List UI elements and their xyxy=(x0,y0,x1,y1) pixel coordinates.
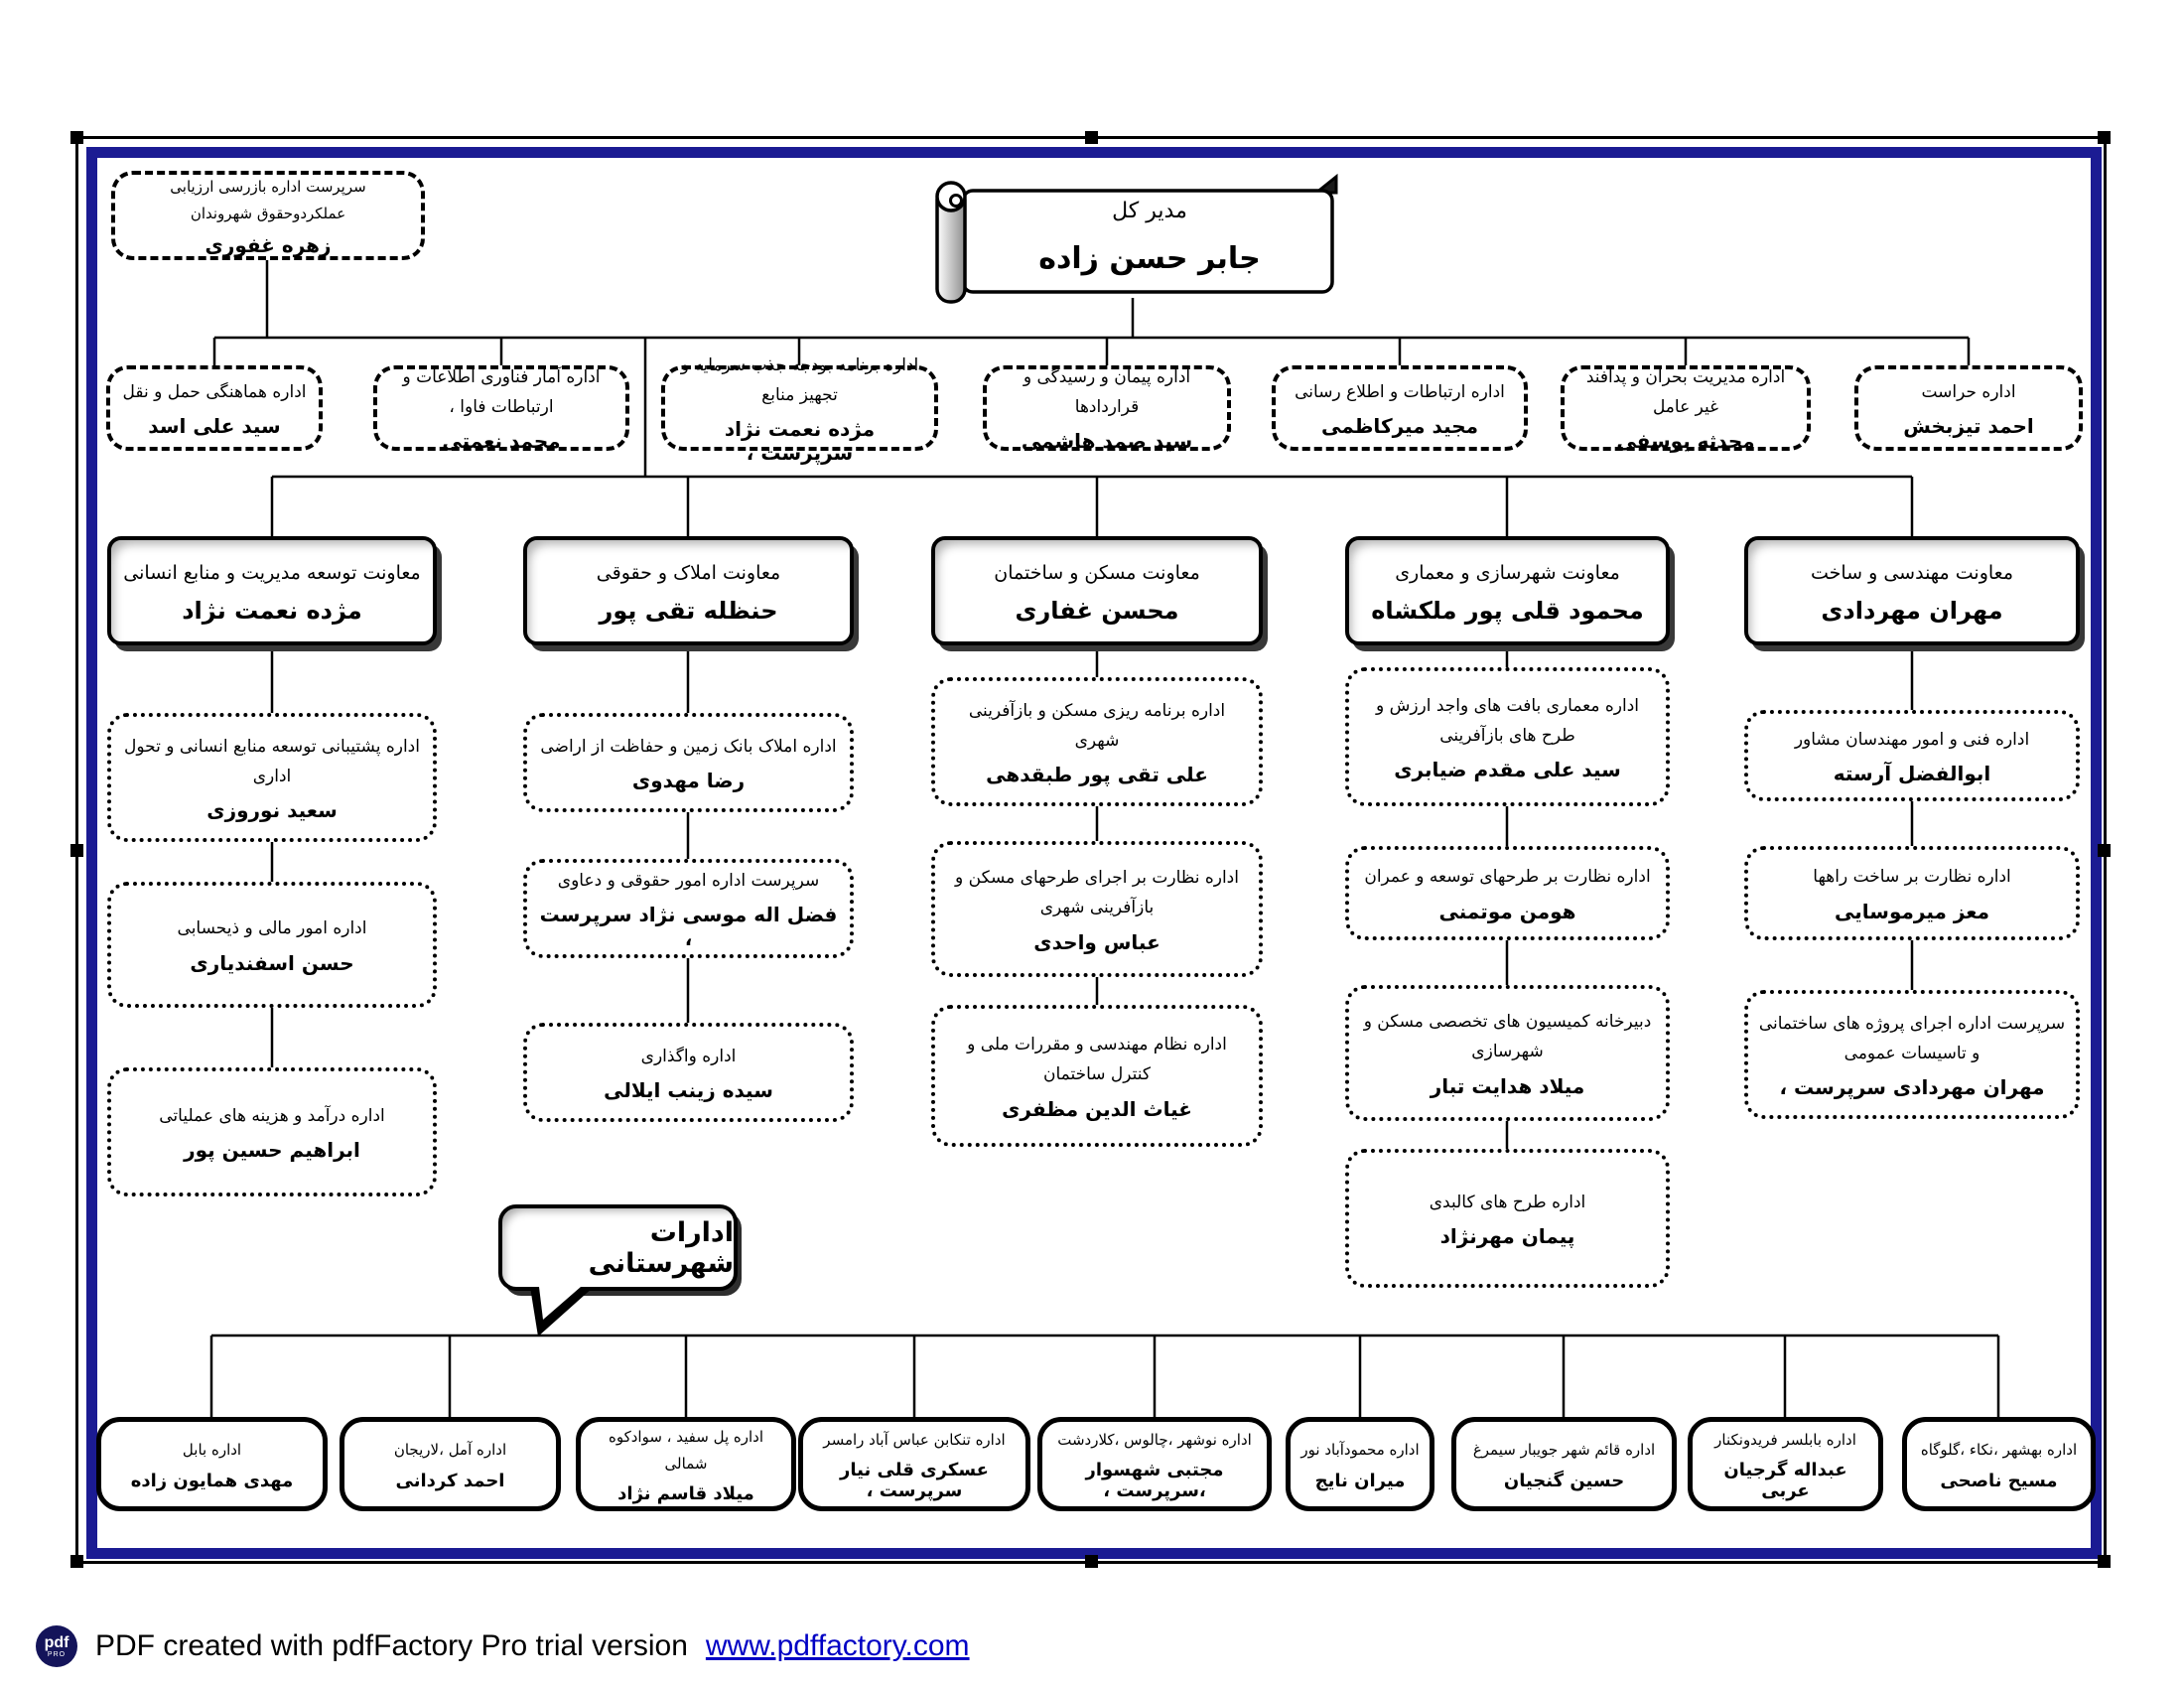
col1-box-0 xyxy=(523,713,854,812)
deputy-box-0 xyxy=(107,536,437,645)
office-title: دبیرخانه کمیسیون های تخصصی مسکن و شهرسازی xyxy=(1363,1012,1652,1061)
deputy-name: محمود قلی پور ملکشاه xyxy=(1371,597,1644,626)
district-box-8 xyxy=(1902,1417,2096,1511)
office-holder: معز میرموسایی xyxy=(1835,899,1989,923)
col0-box-0 xyxy=(107,713,437,842)
office-title: اداره مدیریت بحران و پدافند غیر عامل xyxy=(1585,366,1786,417)
row2-box-5 xyxy=(1561,365,1811,454)
office-title: اداره امور مالی و ذیحسابی xyxy=(177,918,367,939)
district-box-7 xyxy=(1688,1417,1883,1511)
district-holder: احمد کردانی xyxy=(395,1470,505,1491)
office-title: اداره برنامه ریزی مسکن و بازآفرینی شهری xyxy=(968,700,1226,751)
deputy-box-4 xyxy=(1744,536,2080,645)
district-box-4 xyxy=(1037,1417,1272,1511)
col2-box-0 xyxy=(931,677,1263,806)
district-box-5 xyxy=(1286,1417,1434,1511)
district-title: اداره محمودآباد نور xyxy=(1300,1441,1420,1460)
row2-box-3 xyxy=(983,365,1231,454)
office-holder: سید صمد هاشمی xyxy=(1021,429,1193,454)
pdffactory-link[interactable]: www.pdffactory.com xyxy=(705,1629,970,1662)
district-holder: عبداله گرجیان عربی xyxy=(1723,1460,1847,1502)
root-box-director-general xyxy=(923,171,1348,306)
row2-box-4 xyxy=(1272,365,1528,451)
district-box-3 xyxy=(798,1417,1030,1511)
row2-box-6 xyxy=(1854,365,2083,451)
district-holder: مهدی همایون زاده xyxy=(130,1470,294,1491)
col4-box-2 xyxy=(1744,990,2080,1119)
col4-box-0 xyxy=(1744,710,2080,801)
office-title: اداره ارتباطات و اطلاع رسانی xyxy=(1295,381,1505,402)
office-holder: محمد نعمتی xyxy=(442,429,561,454)
office-title: اداره پشتیبانی توسعه منابع انسانی و تحول اداری xyxy=(124,736,420,786)
office-title: اداره واگذاری xyxy=(640,1046,737,1066)
office-holder: سید علی مقدم ضیابری xyxy=(1394,758,1621,782)
district-title: اداره بهشهر ،نکاء ،گلوگاه xyxy=(1920,1441,2078,1460)
district-holder: حسین گنجیان xyxy=(1503,1470,1625,1491)
office-title: اداره آمار فناوری اطلاعات و ارتباطات فاوا ، xyxy=(402,366,601,417)
office-holder: مژده نعمت نژاد سرپرست ، xyxy=(724,417,876,466)
col0-box-2 xyxy=(107,1067,437,1196)
office-title: اداره املاک بانک زمین و حفاظت از اراضی xyxy=(540,736,837,757)
office-title: اداره پیمان و رسیدگی و قراردادها xyxy=(1023,366,1191,417)
district-holder: مجتبی شهسوار ،سرپرست ، xyxy=(1085,1460,1224,1502)
office-holder: ابراهیم حسین پور xyxy=(184,1138,360,1163)
county-offices-bubble xyxy=(498,1204,738,1291)
office-holder: غیاث الدین مظفری xyxy=(1002,1096,1192,1121)
col1-box-2 xyxy=(523,1023,854,1122)
footer-text: PDF created with pdfFactory Pro trial version xyxy=(95,1629,688,1662)
deputy-name: محسن غفاری xyxy=(1015,597,1179,626)
office-holder: احمد تیزبخش xyxy=(1903,414,2034,439)
deputy-name: مهران مهردادی xyxy=(1821,597,2003,626)
deputy-title: معاونت مهندسی و ساخت xyxy=(1810,561,2014,584)
deputy-name: حنظله تقی پور xyxy=(599,597,778,626)
office-title: سرپرست اداره بازرسی ارزیابی عملکردوحقوق شهروندان xyxy=(170,178,366,222)
col2-box-1 xyxy=(931,841,1263,977)
row2-box-1 xyxy=(373,365,629,454)
office-title: اداره هماهنگی حمل و نقل xyxy=(122,381,307,402)
office-holder: مهران مهردادی سرپرست ، xyxy=(1779,1075,2045,1100)
office-title: اداره طرح های کالبدی xyxy=(1429,1192,1586,1212)
district-title: اداره پل سفید ، سوادکوه شمالی xyxy=(608,1428,764,1473)
col2-box-2 xyxy=(931,1005,1263,1147)
row2-box-0 xyxy=(106,365,323,451)
office-holder: حسن اسفندیاری xyxy=(190,950,354,975)
office-holder: هومن موتمنی xyxy=(1438,899,1576,923)
pdffactory-logo-text: pdf xyxy=(44,1633,69,1651)
office-holder: محدثه یوسفی xyxy=(1616,429,1755,454)
office-holder: رضا مهدوی xyxy=(631,769,746,793)
root-name: جابر حسن زاده xyxy=(1038,240,1261,276)
office-title: اداره درآمد و هزینه های عملیاتی xyxy=(159,1105,385,1126)
district-holder: میلاد قاسم نژاد xyxy=(617,1482,754,1504)
col3-box-1 xyxy=(1345,846,1670,940)
col1-box-1 xyxy=(523,859,854,958)
office-title: اداره نظارت بر ساخت راهها xyxy=(1813,867,2011,888)
office-holder: علی تقی پور طبقدهی xyxy=(986,763,1208,787)
bubble-tail-fill xyxy=(539,1287,581,1320)
district-title: اداره نوشهر ،چالوس ،کلاردشت xyxy=(1057,1430,1252,1449)
bubble-label: ادارات شهرستانی xyxy=(588,1216,734,1279)
office-holder: سید علی اسد xyxy=(148,414,281,439)
district-box-6 xyxy=(1451,1417,1677,1511)
deputy-box-3 xyxy=(1345,536,1670,645)
office-title: اداره فنی و امور مهندسان مشاور xyxy=(1794,729,2030,750)
office-holder: زهره غفوری xyxy=(205,232,332,257)
district-holder: مسیح ناصحی xyxy=(1940,1470,2058,1491)
district-box-0 xyxy=(96,1417,328,1511)
office-holder: فضل اله موسی نژاد سرپرست ، xyxy=(539,903,838,951)
office-title: اداره حراست xyxy=(1921,381,2016,402)
office-holder: پیمان مهرنژاد xyxy=(1439,1224,1575,1249)
office-holder: ابوالفضل آرسته xyxy=(1833,762,1991,786)
district-box-1 xyxy=(340,1417,561,1511)
inspector-box xyxy=(111,171,425,260)
office-title: اداره نظارت بر طرحهای توسعه و عمران xyxy=(1364,867,1651,888)
col3-box-0 xyxy=(1345,667,1670,806)
office-title: سرپرست اداره امور حقوقی و دعاوی xyxy=(557,870,820,891)
district-title: اداره قائم شهر جویبار سیمرغ xyxy=(1472,1441,1656,1460)
deputy-name: مژده نعمت نژاد xyxy=(182,597,362,626)
district-title: اداره آمل ،لاریجان xyxy=(393,1441,507,1460)
deputy-box-1 xyxy=(523,536,854,645)
deputy-title: معاونت املاک و حقوقی xyxy=(596,561,781,584)
pdffactory-logo-sub: PRO xyxy=(47,1650,67,1658)
col0-box-1 xyxy=(107,882,437,1008)
district-holder: میران نایج xyxy=(1314,1470,1406,1491)
office-title: اداره برنامه بودجه جذب سرمایه و تجهیز منابع xyxy=(680,354,919,405)
office-holder: سیده زینب ایلالی xyxy=(604,1078,773,1103)
deputy-title: معاونت شهرسازی و معماری xyxy=(1395,561,1620,584)
deputy-title: معاونت توسعه مدیریت و منابع انسانی xyxy=(123,561,421,584)
office-holder: مجید میرکاظمی xyxy=(1320,414,1479,439)
office-holder: سعید نوروزی xyxy=(206,798,338,823)
root-title: مدیر کل xyxy=(1112,199,1187,224)
office-title: سرپرست اداره اجرای پروژه های ساختمانی و تاسیسات عمومی xyxy=(1758,1013,2066,1063)
district-title: اداره بابلسر فریدونکنار xyxy=(1714,1430,1856,1449)
district-box-2 xyxy=(576,1417,796,1511)
row2-box-2 xyxy=(661,354,938,466)
district-title: اداره بابل xyxy=(182,1441,242,1460)
district-holder: عسکری قلی نیار سرپرست ، xyxy=(840,1460,989,1502)
deputy-title: معاونت مسکن و ساختمان xyxy=(994,561,1200,584)
office-title: اداره نظارت بر اجرای طرحهای مسکن و بازآفرینی شهری xyxy=(955,868,1239,917)
office-title: اداره نظام مهندسی و مقررات ملی و کنترل ساختمان xyxy=(967,1035,1227,1084)
col4-box-1 xyxy=(1744,846,2080,940)
col3-box-3 xyxy=(1345,1149,1670,1288)
office-holder: میلاد هدایت تبار xyxy=(1430,1073,1585,1098)
office-title: اداره معماری بافت های واجد ارزش و طرح های بازآفرینی xyxy=(1375,695,1640,746)
district-title: اداره تنکابن عباس آباد رامسر xyxy=(823,1430,1006,1449)
col3-box-2 xyxy=(1345,985,1670,1121)
office-holder: عباس واحدی xyxy=(1033,929,1160,954)
deputy-box-2 xyxy=(931,536,1263,645)
